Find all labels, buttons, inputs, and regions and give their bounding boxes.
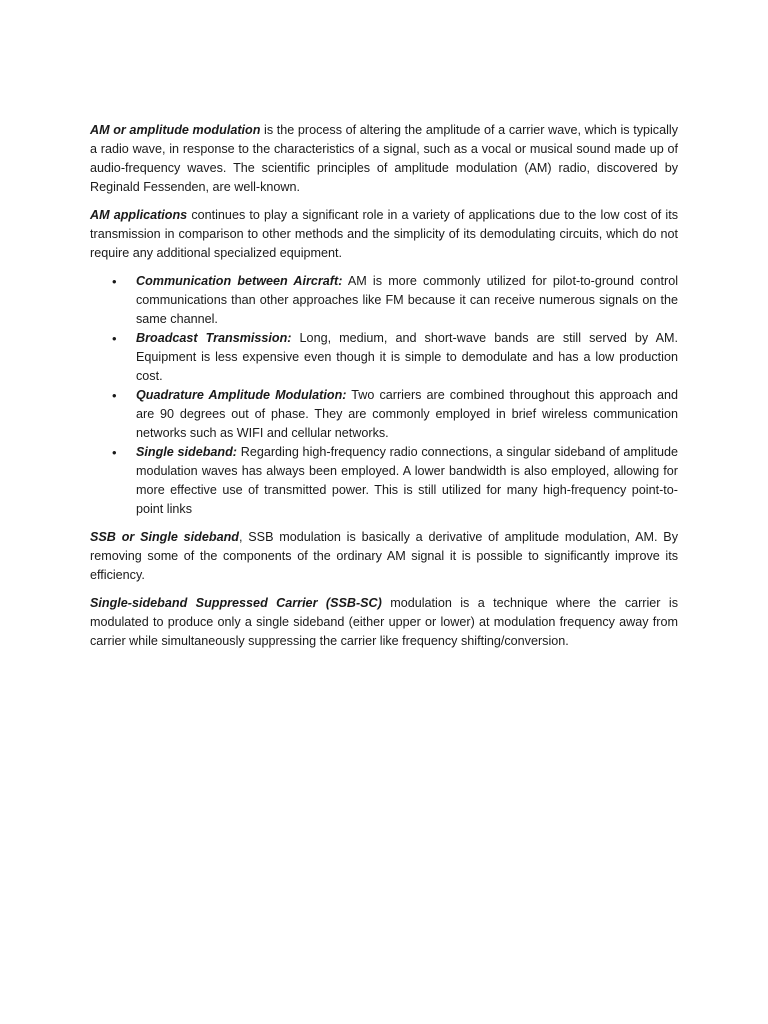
list-item-text: Long, medium, and short-wave bands are still served by AM. Equipment is less expensive even though it is simple to demodulate and has a low production cost. <box>136 331 678 383</box>
paragraph-am-definition <box>90 121 678 197</box>
term-am-modulation: AM or amplitude modulation <box>90 123 261 137</box>
paragraph-text: continues to play a significant role in a variety of applications due to the low cost of its transmission in comparison to other methods and the simplicity of its demodulating circuits, which do not require any additional specialized equipment. <box>90 208 679 260</box>
list-item-text: Regarding high-frequency radio connections, a singular sideband of amplitude modulation waves has always been employed. A lower bandwidth is also employed, allowing for more effective use of transmitted power. This is still utilized for many high-frequency point-to-point links <box>136 445 679 516</box>
paragraph-text: modulation is a technique where the carrier is modulated to produce only a single sideband (either upper or lower) at modulation frequency away from carrier while simultaneously suppressing the carrier like frequency shifting/conversion. <box>90 596 678 648</box>
list-item-broadcast <box>90 329 678 386</box>
paragraph-am-applications <box>90 206 678 263</box>
bullet-icon: • <box>112 274 117 289</box>
list-item-text: AM is more commonly utilized for pilot-to-ground control communications than other approaches like FM because it can receive numerous signals on the same channel. <box>136 274 679 326</box>
bullet-icon: • <box>112 388 117 403</box>
term-broadcast: Broadcast Transmission: <box>136 331 292 345</box>
term-qam: Quadrature Amplitude Modulation: <box>136 388 347 402</box>
term-aircraft: Communication between Aircraft: <box>136 274 343 288</box>
paragraph-ssb-sc <box>90 594 678 651</box>
paragraph-text: , SSB modulation is basically a derivative of amplitude modulation, AM. By removing some of the components of the ordinary AM signal it is possible to significantly improve its efficiency. <box>90 530 678 582</box>
list-item-aircraft <box>90 272 678 329</box>
term-am-applications: AM applications <box>90 208 188 222</box>
list-item-single-sideband <box>90 443 678 519</box>
term-single-sideband: Single sideband: <box>136 445 237 459</box>
list-item-text: Two carriers are combined throughout this approach and are 90 degrees out of phase. They are commonly employed in brief wireless communication networks such as WIFI and cellular networks. <box>136 388 679 440</box>
paragraph-text: is the process of altering the amplitude of a carrier wave, which is typically a radio wave, in response to the characteristics of a signal, such as a vocal or musical sound made up of audio-frequency waves. The scientific principles of amplitude modulation (AM) radio, discovered by Reginald Fessenden, are well-known. <box>90 123 678 194</box>
list-item-qam <box>90 386 678 443</box>
bullet-icon: • <box>112 445 117 460</box>
term-ssb-sc: Single-sideband Suppressed Carrier (SSB-SC) <box>90 596 382 610</box>
term-ssb: SSB or Single sideband <box>90 530 239 544</box>
bullet-icon: • <box>112 331 117 346</box>
paragraph-ssb <box>90 528 678 585</box>
applications-list <box>90 272 678 519</box>
document-page <box>90 121 678 660</box>
